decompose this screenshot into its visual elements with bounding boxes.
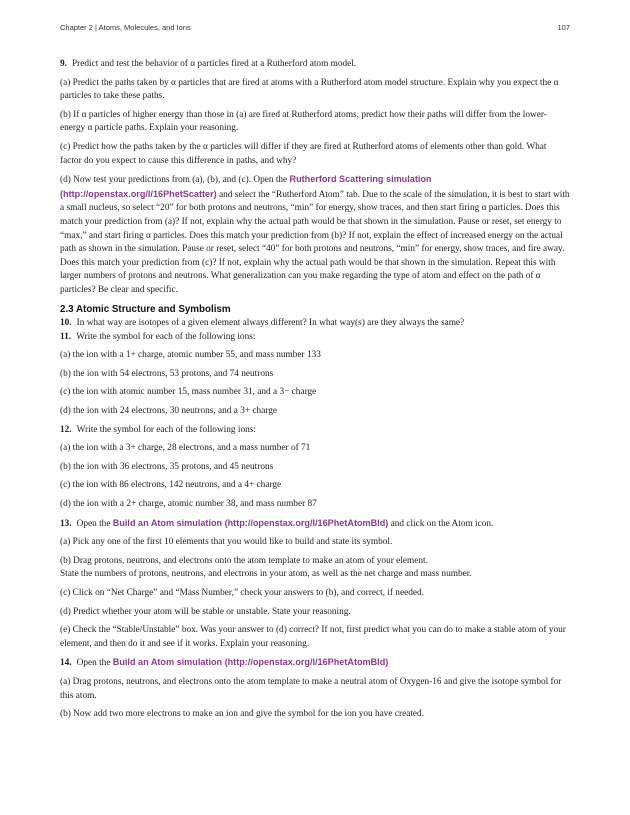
question-intro: Open the xyxy=(76,658,113,669)
question-text: Predict and test the behavior of α particles fired at a Rutherford atom model. xyxy=(71,59,357,69)
question-number: 13. xyxy=(60,518,72,529)
question-13-part-a: (a) Pick any one of the first 10 elements that you would like to build and state its symbol. xyxy=(60,537,393,548)
question-12-part-d: (d) the ion with a 2+ charge, atomic number 38, and mass number 87 xyxy=(60,499,317,510)
build-atom-simulation-link[interactable]: Build an Atom simulation (http://openstax.org/l/16PhetAtomBld) xyxy=(112,517,389,528)
question-11-part-c: (c) the ion with atomic number 15, mass number 31, and a 3− charge xyxy=(60,387,317,398)
part-b-line-1: (b) Drag protons, neutrons, and electrons onto the atom template to make an atom of your element. xyxy=(60,555,428,566)
question-13-part-b xyxy=(60,555,570,582)
question-13-part-c: (c) Click on “Net Charge” and “Mass Number,” check your answers to (b), and correct, if needed. xyxy=(60,588,424,598)
question-12-part-b: (b) the ion with 36 electrons, 35 protons, and 45 neutrons xyxy=(60,461,274,472)
page-content xyxy=(60,58,570,727)
part-d-intro: (d) Now test your predictions from (a), (b), and (c). Open the xyxy=(60,175,290,186)
question-12-part-c: (c) the ion with 86 electrons, 142 neutrons, and a 4+ charge xyxy=(60,480,282,491)
question-9-part-a: (a) Predict the paths taken by α particles that are fired at atoms with a Rutherford atom model structure. Explain why you expect the α particles to take these paths. xyxy=(60,77,559,102)
question-text: Write the symbol for each of the following ions: xyxy=(76,424,256,435)
build-atom-simulation-link[interactable]: Build an Atom simulation (http://openstax.org/l/16PhetAtomBld) xyxy=(112,657,389,668)
question-number: 14. xyxy=(60,658,72,669)
question-13 xyxy=(60,517,570,532)
question-11-part-a: (a) the ion with a 1+ charge, atomic number 55, and mass number 133 xyxy=(60,350,321,361)
question-14 xyxy=(60,656,570,671)
question-13-part-d: (d) Predict whether your atom will be stable or unstable. State your reasoning. xyxy=(60,606,351,617)
rutherford-simulation-link[interactable]: Rutherford Scattering simulation (http://openstax.org/l/16PhetScatter) xyxy=(60,174,432,199)
question-12 xyxy=(60,424,570,438)
part-d-body: and select the “Rutherford Atom” tab. Due to the scale of the simulation, it is best to start with a small nucleus, so select “20” for both protons and neutrons, “min” for energy, show traces, and then start firing α particles. Does this match your prediction from (a)? If not, explain why the actual path would be that shown in the simulation. Pause or reset, set energy to “max,” and start firing α particles. Does this match your prediction from (b)? If not, explain the effect of increased energy on the actual path as shown in the simulation. Pause or reset, select “40” for both protons and neutrons, “min” for energy, show traces, and fire away. Does this match your prediction from (c)? If not, explain why the actual path would be that shown in the simulation. Repeat this with larger numbers of protons and neutrons. What generalization can you make regarding the type of atom and effect on the path of α particles? Be clear and specific. xyxy=(60,189,570,295)
question-10 xyxy=(60,317,570,331)
question-9-part-b: (b) If α particles of higher energy than those in (a) are fired at Rutherford atoms, predict how their paths will differ from the lower-energy α particle paths. Explain your reasoning. xyxy=(60,109,547,134)
question-11-part-b: (b) the ion with 54 electrons, 53 protons, and 74 neutrons xyxy=(60,368,274,379)
question-13-part-e: (e) Check the “Stable/Unstable” box. Was your answer to (d) correct? If not, first predict what you can do to make a stable atom of your element, and then do it and see if it works. Explain your reasoning. xyxy=(60,625,566,649)
question-text: Write the symbol for each of the following ions: xyxy=(76,331,256,342)
question-number: 9. xyxy=(60,59,67,69)
chapter-header: Chapter 2 | Atoms, Molecules, and Ions xyxy=(60,23,191,32)
question-intro: Open the xyxy=(76,518,113,529)
question-9-part-d xyxy=(60,173,570,297)
question-9-part-c: (c) Predict how the paths taken by the α particles will differ if they are fired at Rutherford atoms of elements other than gold. What factor do you expect to cause this difference in paths, and why? xyxy=(60,141,547,166)
question-11 xyxy=(60,331,570,345)
question-14-part-a: (a) Drag protons, neutrons, and electrons onto the atom template to make a neutral atom of Oxygen-16 and give the isotope symbol for this atom. xyxy=(60,676,562,701)
section-heading: 2.3 Atomic Structure and Symbolism xyxy=(60,303,231,315)
page-number: 107 xyxy=(557,23,570,32)
question-number: 11. xyxy=(60,331,72,342)
question-9 xyxy=(60,58,570,72)
question-14-part-b: (b) Now add two more electrons to make an ion and give the symbol for the ion you have created. xyxy=(60,709,425,720)
question-number: 10. xyxy=(60,318,72,329)
question-text: In what way are isotopes of a given element always different? In what way(s) are they always the same? xyxy=(76,318,465,329)
question-number: 12. xyxy=(60,424,72,435)
question-12-part-a: (a) the ion with a 3+ charge, 28 electrons, and a mass number of 71 xyxy=(60,443,311,454)
part-b-line-2: State the numbers of protons, neutrons, and electrons in your atom, as well as the net charge and mass number. xyxy=(60,569,472,580)
question-11-part-d: (d) the ion with 24 electrons, 30 neutrons, and a 3+ charge xyxy=(60,406,278,417)
question-text: and click on the Atom icon. xyxy=(388,518,494,529)
